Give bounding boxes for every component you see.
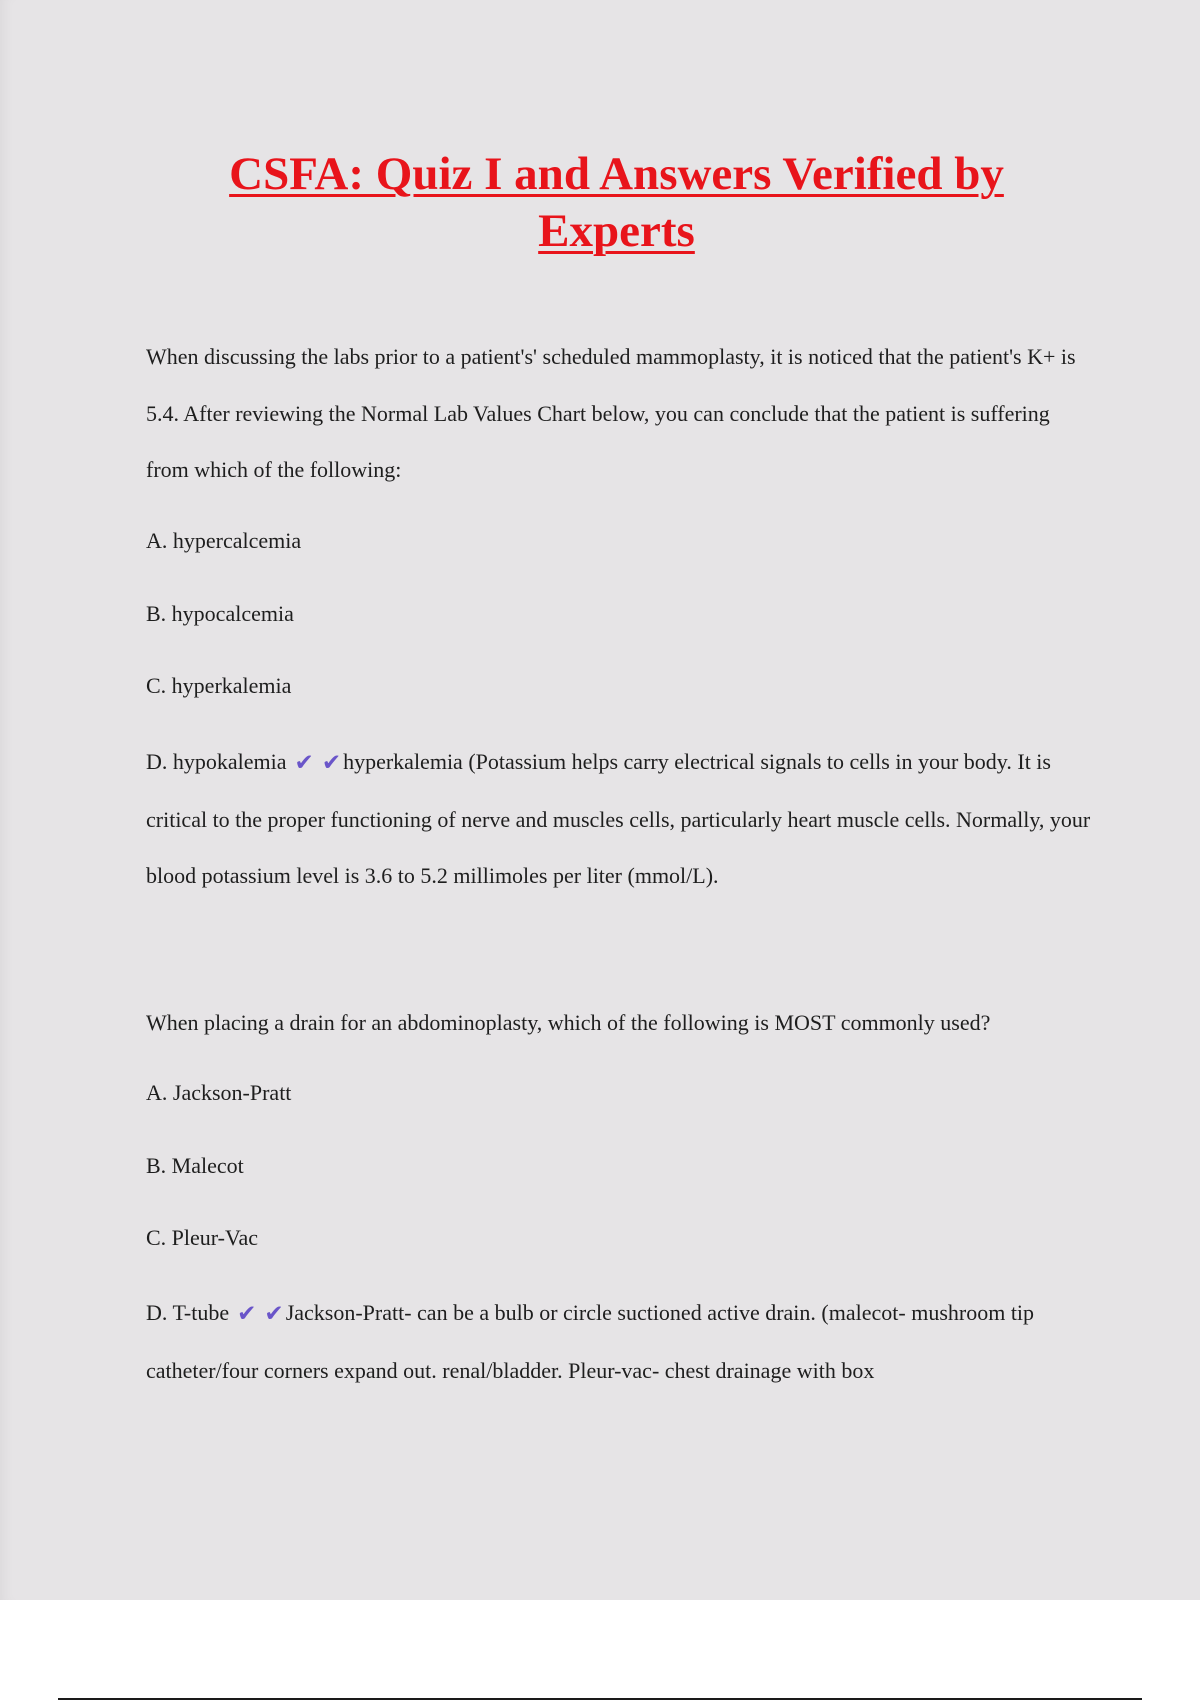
question-2-option-c: C. Pleur-Vac: [146, 1225, 258, 1250]
question-1-stem: When discussing the labs prior to a patient's' scheduled mammoplasty, it is noticed that the patient's K+ is 5.4. After reviewing the Normal Lab Values Chart below, you can conclude that the patient is suffering from which of the following:: [146, 344, 1076, 482]
question-2-stem: When placing a drain for an abdominoplasty, which of the following is MOST commonly used?: [146, 1010, 991, 1035]
question-2-answer-block: [146, 1285, 1096, 1399]
check-mark-icon: ✔: [321, 750, 342, 776]
question-1-answer: hyperkalemia (Potassium helps carry electrical signals to cells in your body. It is critical to the proper functioning of nerve and muscles cells, particularly heart muscle cells. Normally, your blood potassium level is 3.6 to 5.2 millimoles per liter (mmol/L).: [146, 749, 1091, 888]
question-1-option-a: A. hypercalcemia: [146, 528, 302, 553]
title-line-1: CSFA: Quiz I and Answers Verified by: [229, 148, 1004, 200]
check-mark-icon: ✔: [264, 1301, 284, 1327]
question-2-option-a: A. Jackson-Pratt: [146, 1080, 292, 1105]
question-1-option-d: D. hypokalemia: [146, 749, 287, 774]
check-mark-icon: ✔: [237, 1301, 257, 1327]
question-2-answer: Jackson-Pratt- can be a bulb or circle suctioned active drain. (malecot- mushroom tip catheter/four corners expand out. renal/bladder. Pleur-vac- chest drainage with box: [146, 1300, 1035, 1383]
question-2-option-d: D. T-tube: [146, 1300, 230, 1325]
check-mark-icon: ✔: [294, 750, 314, 776]
question-1-option-b: B. hypocalcemia: [146, 601, 294, 626]
question-1-option-c: C. hyperkalemia: [146, 673, 292, 698]
question-2-option-b: B. Malecot: [146, 1153, 244, 1178]
title-line-2: Experts: [538, 205, 695, 257]
question-1-answer-block: [146, 734, 1096, 905]
document-title: [150, 146, 1083, 260]
